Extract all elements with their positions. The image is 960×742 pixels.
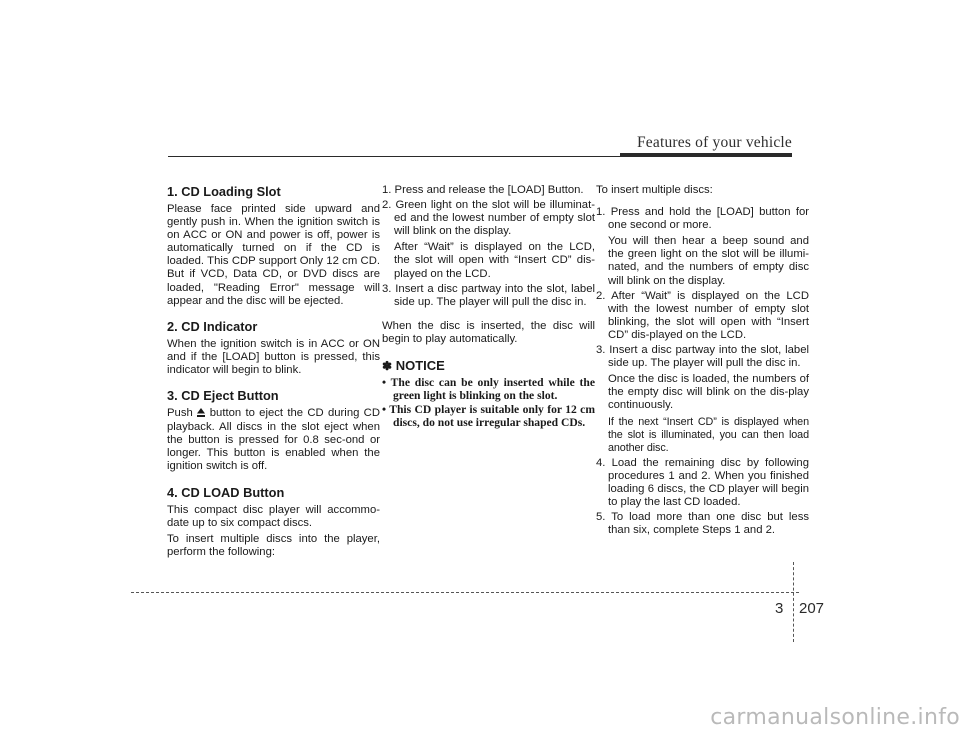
- step-text: 4. Load the remaining disc by following procedures 1 and 2. When you finished loading 6 discs, the CD player will begin to play the last CD loaded.: [596, 456, 809, 509]
- section-text-cd-indicator: When the ignition switch is in ACC or ON and if the [LOAD] button is pressed, this indicator will begin to blink.: [167, 337, 380, 376]
- section-title-cd-eject-button: 3. CD Eject Button: [167, 388, 279, 404]
- notice-mark-icon: ✽: [382, 359, 393, 374]
- header-title: Features of your vehicle: [636, 134, 792, 151]
- eject-text-post: button to eject the CD during CD playback. All discs in the slot eject when the button is pressed for 0.8 sec-ond or longer. This button is enabled when the ignition switch is off.: [167, 407, 380, 473]
- list-item: [596, 206, 809, 288]
- eject-icon: [197, 408, 205, 421]
- step-text: 3. Insert a disc partway into the slot, label side up. The player will pull the disc in.: [382, 282, 595, 308]
- step-subtext: Once the disc is loaded, the numbers of the empty disc will blink on the dis-play continuously.: [608, 373, 809, 412]
- step-text: 5. To load more than one disc but less than six, complete Steps 1 and 2.: [596, 511, 809, 537]
- list-item: • This CD player is suitable only for 12 cm discs, do not use irregular shaped CDs.: [382, 403, 595, 430]
- section-text-cd-load-button-1: This compact disc player will accommo-date up to six compact discs.: [167, 503, 380, 529]
- footer-divider: [793, 562, 794, 642]
- header-rule-accent: [620, 153, 792, 157]
- after-insert-text: When the disc is inserted, the disc will begin to play automatically.: [382, 319, 595, 345]
- list-item: [382, 283, 595, 309]
- list-item: • The disc can be only inserted while the green light is blinking on the slot.: [382, 376, 595, 403]
- step-subtext: If the next “Insert CD” is displayed when the slot is illuminated, you can then load another disc.: [608, 415, 809, 454]
- section-text-cd-load-button-2: To insert multiple discs into the player, perform the following:: [167, 532, 380, 558]
- column-3: [596, 184, 809, 539]
- step-subtext: After “Wait” is displayed on the LCD, the slot will open with “Insert CD” dis-played on the LCD.: [394, 241, 595, 280]
- list-item: [382, 199, 595, 281]
- footer-rule: [131, 592, 799, 593]
- chapter-number: 3: [775, 600, 784, 617]
- step-subtext: You will then hear a beep sound and the green light on the slot will be illumi-nated, and the numbers of empty disc will blink on the display.: [608, 235, 809, 287]
- notice-title: NOTICE: [395, 358, 445, 374]
- multi-disc-intro: To insert multiple discs:: [596, 184, 713, 196]
- step-text: 3. Insert a disc partway into the slot, label side up. The player will pull the disc in.: [596, 344, 809, 370]
- section-text-cd-loading-slot: Please face printed side upward and gently push in. When the ignition switch is on ACC or ON and power is off, power is automatically turned on if the CD is loaded. This CDP support Only 12 cm CD. But if VCD, Data CD, or DVD discs are loaded, "Reading Error" message will appear and the disc will be ejected.: [167, 203, 380, 307]
- section-text-cd-eject-button: [167, 407, 380, 473]
- list-item: [596, 511, 809, 537]
- list-item: [382, 184, 595, 197]
- section-title-cd-loading-slot: 1. CD Loading Slot: [167, 184, 281, 199]
- list-item: [596, 457, 809, 509]
- column-2: [382, 184, 595, 430]
- step-text: 2. Green light on the slot will be illuminat-ed and the lowest number of empty slot will blink on the display.: [382, 199, 595, 238]
- notice-list: [382, 376, 595, 429]
- multi-disc-steps-list: [596, 206, 809, 537]
- eject-text-pre: Push: [167, 407, 193, 420]
- section-title-cd-indicator: 2. CD Indicator: [167, 318, 258, 334]
- step-text: 2. After “Wait” is displayed on the LCD with the lowest number of empty slot blinking, the slot will open with “Insert CD” dis-played on the LCD.: [596, 289, 809, 341]
- column-1: [167, 184, 380, 559]
- step-text: 1. Press and release the [LOAD] Button.: [382, 184, 584, 196]
- list-item: [596, 290, 809, 342]
- load-steps-list: [382, 184, 595, 309]
- list-item: [596, 344, 809, 455]
- notice-heading: [382, 358, 595, 374]
- page-number: 207: [799, 600, 825, 617]
- step-text: 1. Press and hold the [LOAD] button for one second or more.: [596, 206, 809, 232]
- watermark: carmanualsonline.info: [710, 705, 960, 730]
- section-title-cd-load-button: 4. CD LOAD Button: [167, 484, 285, 500]
